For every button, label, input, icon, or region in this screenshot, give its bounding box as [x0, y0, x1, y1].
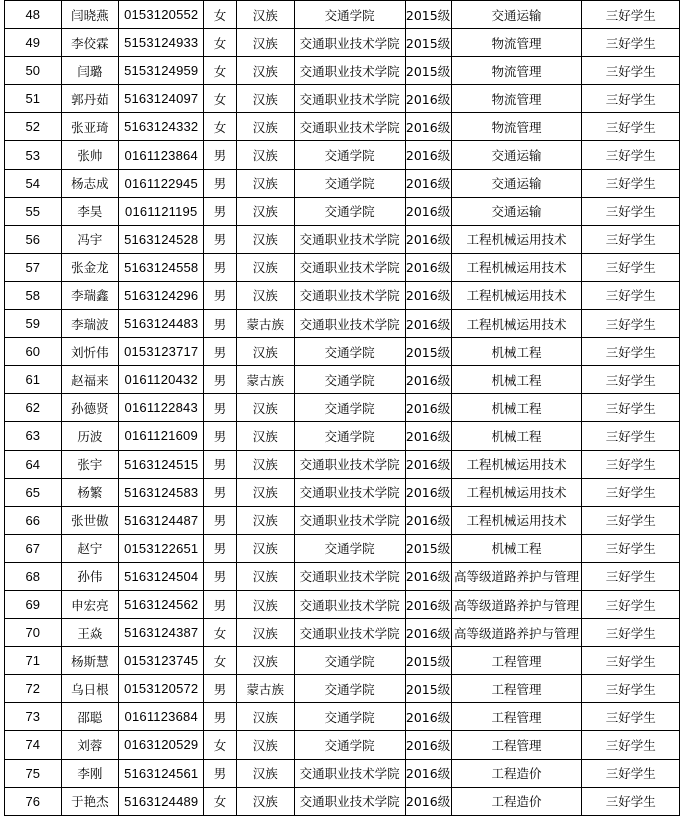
student-id-cell: 5163124387 — [119, 619, 204, 647]
gender-cell: 女 — [204, 1, 237, 29]
gender-cell: 男 — [204, 197, 237, 225]
gender-cell: 男 — [204, 366, 237, 394]
grade-year-cell: 2016级 — [405, 506, 451, 534]
ethnicity-cell: 汉族 — [236, 703, 294, 731]
award-cell: 三好学生 — [582, 506, 680, 534]
award-cell: 三好学生 — [582, 675, 680, 703]
student-name-cell: 张宇 — [61, 450, 119, 478]
row-number-cell: 64 — [5, 450, 62, 478]
major-cell: 工程机械运用技术 — [451, 450, 582, 478]
major-cell: 高等级道路养护与管理 — [451, 590, 582, 618]
row-number-cell: 57 — [5, 253, 62, 281]
grade-year-cell: 2016级 — [405, 731, 451, 759]
ethnicity-cell: 汉族 — [236, 113, 294, 141]
table-row — [5, 1, 680, 29]
table-row — [5, 29, 680, 57]
major-cell: 工程管理 — [451, 675, 582, 703]
gender-cell: 女 — [204, 113, 237, 141]
college-cell: 交通学院 — [294, 675, 405, 703]
grade-year-cell: 2016级 — [405, 141, 451, 169]
table-row — [5, 338, 680, 366]
row-number-cell: 59 — [5, 310, 62, 338]
ethnicity-cell: 汉族 — [236, 225, 294, 253]
grade-year-cell: 2015级 — [405, 338, 451, 366]
row-number-cell: 51 — [5, 85, 62, 113]
table-row — [5, 394, 680, 422]
student-id-cell: 0153120572 — [119, 675, 204, 703]
ethnicity-cell: 汉族 — [236, 562, 294, 590]
student-id-cell: 0161120432 — [119, 366, 204, 394]
student-id-cell: 5153124959 — [119, 57, 204, 85]
gender-cell: 男 — [204, 562, 237, 590]
college-cell: 交通学院 — [294, 731, 405, 759]
award-cell: 三好学生 — [582, 787, 680, 815]
student-id-cell: 0163120529 — [119, 731, 204, 759]
college-cell: 交通职业技术学院 — [294, 57, 405, 85]
row-number-cell: 74 — [5, 731, 62, 759]
grade-year-cell: 2016级 — [405, 85, 451, 113]
row-number-cell: 71 — [5, 647, 62, 675]
student-name-cell: 张金龙 — [61, 253, 119, 281]
student-id-cell: 0161123864 — [119, 141, 204, 169]
student-id-cell: 5163124296 — [119, 281, 204, 309]
student-name-cell: 杨志成 — [61, 169, 119, 197]
award-cell: 三好学生 — [582, 422, 680, 450]
ethnicity-cell: 蒙古族 — [236, 366, 294, 394]
student-id-cell: 0161121195 — [119, 197, 204, 225]
row-number-cell: 49 — [5, 29, 62, 57]
college-cell: 交通学院 — [294, 534, 405, 562]
ethnicity-cell: 汉族 — [236, 29, 294, 57]
student-name-cell: 赵福来 — [61, 366, 119, 394]
gender-cell: 女 — [204, 731, 237, 759]
ethnicity-cell: 汉族 — [236, 197, 294, 225]
grade-year-cell: 2016级 — [405, 310, 451, 338]
award-cell: 三好学生 — [582, 534, 680, 562]
ethnicity-cell: 汉族 — [236, 1, 294, 29]
college-cell: 交通职业技术学院 — [294, 506, 405, 534]
award-cell: 三好学生 — [582, 450, 680, 478]
college-cell: 交通学院 — [294, 703, 405, 731]
table-row — [5, 225, 680, 253]
award-cell: 三好学生 — [582, 281, 680, 309]
grade-year-cell: 2015级 — [405, 534, 451, 562]
row-number-cell: 60 — [5, 338, 62, 366]
grade-year-cell: 2015级 — [405, 1, 451, 29]
student-name-cell: 闫晓燕 — [61, 1, 119, 29]
ethnicity-cell: 汉族 — [236, 57, 294, 85]
ethnicity-cell: 汉族 — [236, 422, 294, 450]
major-cell: 工程机械运用技术 — [451, 310, 582, 338]
major-cell: 物流管理 — [451, 57, 582, 85]
grade-year-cell: 2016级 — [405, 422, 451, 450]
student-id-cell: 0153122651 — [119, 534, 204, 562]
award-cell: 三好学生 — [582, 253, 680, 281]
table-row — [5, 731, 680, 759]
college-cell: 交通职业技术学院 — [294, 253, 405, 281]
ethnicity-cell: 汉族 — [236, 647, 294, 675]
ethnicity-cell: 汉族 — [236, 478, 294, 506]
college-cell: 交通学院 — [294, 422, 405, 450]
table-row — [5, 450, 680, 478]
grade-year-cell: 2015级 — [405, 57, 451, 85]
student-name-cell: 张亚琦 — [61, 113, 119, 141]
student-id-cell: 5163124515 — [119, 450, 204, 478]
row-number-cell: 54 — [5, 169, 62, 197]
gender-cell: 女 — [204, 619, 237, 647]
ethnicity-cell: 汉族 — [236, 338, 294, 366]
student-name-cell: 杨繁 — [61, 478, 119, 506]
table-row — [5, 534, 680, 562]
row-number-cell: 55 — [5, 197, 62, 225]
award-cell: 三好学生 — [582, 310, 680, 338]
grade-year-cell: 2016级 — [405, 562, 451, 590]
award-table — [4, 0, 680, 816]
ethnicity-cell: 汉族 — [236, 619, 294, 647]
table-row — [5, 787, 680, 815]
award-cell: 三好学生 — [582, 731, 680, 759]
grade-year-cell: 2016级 — [405, 169, 451, 197]
gender-cell: 男 — [204, 338, 237, 366]
table-row — [5, 703, 680, 731]
row-number-cell: 67 — [5, 534, 62, 562]
grade-year-cell: 2015级 — [405, 675, 451, 703]
major-cell: 高等级道路养护与管理 — [451, 562, 582, 590]
college-cell: 交通学院 — [294, 366, 405, 394]
major-cell: 工程造价 — [451, 787, 582, 815]
grade-year-cell: 2016级 — [405, 225, 451, 253]
row-number-cell: 61 — [5, 366, 62, 394]
college-cell: 交通职业技术学院 — [294, 478, 405, 506]
table-row — [5, 310, 680, 338]
college-cell: 交通职业技术学院 — [294, 450, 405, 478]
student-id-cell: 0161121609 — [119, 422, 204, 450]
gender-cell: 女 — [204, 787, 237, 815]
row-number-cell: 66 — [5, 506, 62, 534]
student-name-cell: 刘蓉 — [61, 731, 119, 759]
row-number-cell: 70 — [5, 619, 62, 647]
gender-cell: 女 — [204, 29, 237, 57]
award-cell: 三好学生 — [582, 225, 680, 253]
gender-cell: 男 — [204, 281, 237, 309]
grade-year-cell: 2016级 — [405, 366, 451, 394]
award-cell: 三好学生 — [582, 703, 680, 731]
row-number-cell: 75 — [5, 759, 62, 787]
ethnicity-cell: 汉族 — [236, 281, 294, 309]
major-cell: 机械工程 — [451, 366, 582, 394]
student-name-cell: 孙伟 — [61, 562, 119, 590]
table-row — [5, 759, 680, 787]
award-cell: 三好学生 — [582, 197, 680, 225]
grade-year-cell: 2016级 — [405, 619, 451, 647]
gender-cell: 男 — [204, 534, 237, 562]
college-cell: 交通学院 — [294, 169, 405, 197]
college-cell: 交通学院 — [294, 394, 405, 422]
student-id-cell: 5163124489 — [119, 787, 204, 815]
gender-cell: 男 — [204, 703, 237, 731]
award-cell: 三好学生 — [582, 394, 680, 422]
college-cell: 交通职业技术学院 — [294, 85, 405, 113]
college-cell: 交通职业技术学院 — [294, 787, 405, 815]
major-cell: 工程机械运用技术 — [451, 506, 582, 534]
major-cell: 物流管理 — [451, 85, 582, 113]
ethnicity-cell: 汉族 — [236, 394, 294, 422]
ethnicity-cell: 汉族 — [236, 534, 294, 562]
table-row — [5, 113, 680, 141]
ethnicity-cell: 汉族 — [236, 450, 294, 478]
ethnicity-cell: 汉族 — [236, 759, 294, 787]
major-cell: 高等级道路养护与管理 — [451, 619, 582, 647]
gender-cell: 男 — [204, 225, 237, 253]
table-row — [5, 647, 680, 675]
gender-cell: 男 — [204, 478, 237, 506]
gender-cell: 男 — [204, 590, 237, 618]
ethnicity-cell: 汉族 — [236, 169, 294, 197]
award-cell: 三好学生 — [582, 759, 680, 787]
college-cell: 交通职业技术学院 — [294, 225, 405, 253]
grade-year-cell: 2016级 — [405, 590, 451, 618]
table-row — [5, 281, 680, 309]
gender-cell: 男 — [204, 506, 237, 534]
student-id-cell: 5163124483 — [119, 310, 204, 338]
ethnicity-cell: 蒙古族 — [236, 310, 294, 338]
row-number-cell: 62 — [5, 394, 62, 422]
gender-cell: 女 — [204, 647, 237, 675]
row-number-cell: 68 — [5, 562, 62, 590]
table-row — [5, 562, 680, 590]
award-cell: 三好学生 — [582, 29, 680, 57]
table-row — [5, 57, 680, 85]
gender-cell: 女 — [204, 57, 237, 85]
student-name-cell: 邵聪 — [61, 703, 119, 731]
student-id-cell: 5163124583 — [119, 478, 204, 506]
major-cell: 交通运输 — [451, 197, 582, 225]
grade-year-cell: 2016级 — [405, 478, 451, 506]
student-id-cell: 5153124933 — [119, 29, 204, 57]
grade-year-cell: 2016级 — [405, 281, 451, 309]
gender-cell: 男 — [204, 394, 237, 422]
college-cell: 交通职业技术学院 — [294, 759, 405, 787]
table-row — [5, 506, 680, 534]
major-cell: 物流管理 — [451, 113, 582, 141]
college-cell: 交通职业技术学院 — [294, 113, 405, 141]
student-id-cell: 5163124332 — [119, 113, 204, 141]
student-name-cell: 孙德贤 — [61, 394, 119, 422]
student-name-cell: 杨斯慧 — [61, 647, 119, 675]
major-cell: 机械工程 — [451, 394, 582, 422]
major-cell: 工程管理 — [451, 703, 582, 731]
grade-year-cell: 2016级 — [405, 113, 451, 141]
college-cell: 交通学院 — [294, 338, 405, 366]
student-id-cell: 0161122843 — [119, 394, 204, 422]
row-number-cell: 58 — [5, 281, 62, 309]
ethnicity-cell: 蒙古族 — [236, 675, 294, 703]
row-number-cell: 72 — [5, 675, 62, 703]
grade-year-cell: 2015级 — [405, 647, 451, 675]
college-cell: 交通学院 — [294, 1, 405, 29]
grade-year-cell: 2016级 — [405, 394, 451, 422]
student-id-cell: 5163124562 — [119, 590, 204, 618]
student-id-cell: 5163124528 — [119, 225, 204, 253]
table-body — [5, 1, 680, 816]
gender-cell: 男 — [204, 253, 237, 281]
table-row — [5, 675, 680, 703]
table-row — [5, 619, 680, 647]
row-number-cell: 69 — [5, 590, 62, 618]
student-id-cell: 0153123717 — [119, 338, 204, 366]
student-name-cell: 闫璐 — [61, 57, 119, 85]
student-name-cell: 赵宁 — [61, 534, 119, 562]
college-cell: 交通职业技术学院 — [294, 310, 405, 338]
student-id-cell: 5163124487 — [119, 506, 204, 534]
student-name-cell: 冯宇 — [61, 225, 119, 253]
award-cell: 三好学生 — [582, 366, 680, 394]
grade-year-cell: 2016级 — [405, 703, 451, 731]
table-row — [5, 590, 680, 618]
major-cell: 工程机械运用技术 — [451, 281, 582, 309]
student-id-cell: 0153123745 — [119, 647, 204, 675]
table-row — [5, 169, 680, 197]
gender-cell: 女 — [204, 85, 237, 113]
major-cell: 机械工程 — [451, 338, 582, 366]
award-cell: 三好学生 — [582, 141, 680, 169]
student-name-cell: 乌日根 — [61, 675, 119, 703]
student-id-cell: 5163124504 — [119, 562, 204, 590]
award-cell: 三好学生 — [582, 338, 680, 366]
student-id-cell: 5163124561 — [119, 759, 204, 787]
student-name-cell: 李瑞鑫 — [61, 281, 119, 309]
award-cell: 三好学生 — [582, 169, 680, 197]
grade-year-cell: 2016级 — [405, 197, 451, 225]
major-cell: 机械工程 — [451, 422, 582, 450]
student-name-cell: 郭丹茹 — [61, 85, 119, 113]
major-cell: 工程机械运用技术 — [451, 478, 582, 506]
student-name-cell: 于艳杰 — [61, 787, 119, 815]
award-cell: 三好学生 — [582, 590, 680, 618]
award-cell: 三好学生 — [582, 562, 680, 590]
award-cell: 三好学生 — [582, 478, 680, 506]
major-cell: 工程管理 — [451, 647, 582, 675]
award-cell: 三好学生 — [582, 85, 680, 113]
student-name-cell: 李佼霖 — [61, 29, 119, 57]
gender-cell: 男 — [204, 759, 237, 787]
award-cell: 三好学生 — [582, 57, 680, 85]
student-id-cell: 5163124558 — [119, 253, 204, 281]
row-number-cell: 48 — [5, 1, 62, 29]
student-id-cell: 5163124097 — [119, 85, 204, 113]
college-cell: 交通学院 — [294, 647, 405, 675]
student-name-cell: 王焱 — [61, 619, 119, 647]
row-number-cell: 76 — [5, 787, 62, 815]
college-cell: 交通学院 — [294, 197, 405, 225]
award-cell: 三好学生 — [582, 647, 680, 675]
college-cell: 交通职业技术学院 — [294, 562, 405, 590]
grade-year-cell: 2016级 — [405, 253, 451, 281]
grade-year-cell: 2016级 — [405, 787, 451, 815]
award-cell: 三好学生 — [582, 113, 680, 141]
table-row — [5, 85, 680, 113]
ethnicity-cell: 汉族 — [236, 253, 294, 281]
ethnicity-cell: 汉族 — [236, 731, 294, 759]
major-cell: 交通运输 — [451, 169, 582, 197]
table-row — [5, 253, 680, 281]
student-name-cell: 张帅 — [61, 141, 119, 169]
row-number-cell: 52 — [5, 113, 62, 141]
table-row — [5, 197, 680, 225]
gender-cell: 男 — [204, 310, 237, 338]
award-cell: 三好学生 — [582, 1, 680, 29]
row-number-cell: 65 — [5, 478, 62, 506]
student-id-cell: 0161123684 — [119, 703, 204, 731]
student-name-cell: 刘忻伟 — [61, 338, 119, 366]
student-id-cell: 0153120552 — [119, 1, 204, 29]
ethnicity-cell: 汉族 — [236, 590, 294, 618]
gender-cell: 男 — [204, 422, 237, 450]
major-cell: 机械工程 — [451, 534, 582, 562]
row-number-cell: 53 — [5, 141, 62, 169]
gender-cell: 男 — [204, 675, 237, 703]
major-cell: 工程机械运用技术 — [451, 253, 582, 281]
college-cell: 交通职业技术学院 — [294, 281, 405, 309]
table-row — [5, 422, 680, 450]
grade-year-cell: 2015级 — [405, 29, 451, 57]
grade-year-cell: 2016级 — [405, 759, 451, 787]
student-name-cell: 申宏亮 — [61, 590, 119, 618]
student-name-cell: 李瑞波 — [61, 310, 119, 338]
row-number-cell: 50 — [5, 57, 62, 85]
grade-year-cell: 2016级 — [405, 450, 451, 478]
row-number-cell: 56 — [5, 225, 62, 253]
student-name-cell: 李刚 — [61, 759, 119, 787]
major-cell: 交通运输 — [451, 1, 582, 29]
award-cell: 三好学生 — [582, 619, 680, 647]
table-row — [5, 478, 680, 506]
college-cell: 交通学院 — [294, 141, 405, 169]
ethnicity-cell: 汉族 — [236, 787, 294, 815]
college-cell: 交通职业技术学院 — [294, 29, 405, 57]
gender-cell: 男 — [204, 450, 237, 478]
major-cell: 交通运输 — [451, 141, 582, 169]
college-cell: 交通职业技术学院 — [294, 619, 405, 647]
gender-cell: 男 — [204, 141, 237, 169]
ethnicity-cell: 汉族 — [236, 141, 294, 169]
major-cell: 工程管理 — [451, 731, 582, 759]
student-name-cell: 张世傲 — [61, 506, 119, 534]
row-number-cell: 63 — [5, 422, 62, 450]
ethnicity-cell: 汉族 — [236, 506, 294, 534]
major-cell: 物流管理 — [451, 29, 582, 57]
major-cell: 工程造价 — [451, 759, 582, 787]
student-name-cell: 历波 — [61, 422, 119, 450]
row-number-cell: 73 — [5, 703, 62, 731]
college-cell: 交通职业技术学院 — [294, 590, 405, 618]
major-cell: 工程机械运用技术 — [451, 225, 582, 253]
gender-cell: 男 — [204, 169, 237, 197]
ethnicity-cell: 汉族 — [236, 85, 294, 113]
student-name-cell: 李昊 — [61, 197, 119, 225]
student-id-cell: 0161122945 — [119, 169, 204, 197]
table-row — [5, 141, 680, 169]
table-row — [5, 366, 680, 394]
